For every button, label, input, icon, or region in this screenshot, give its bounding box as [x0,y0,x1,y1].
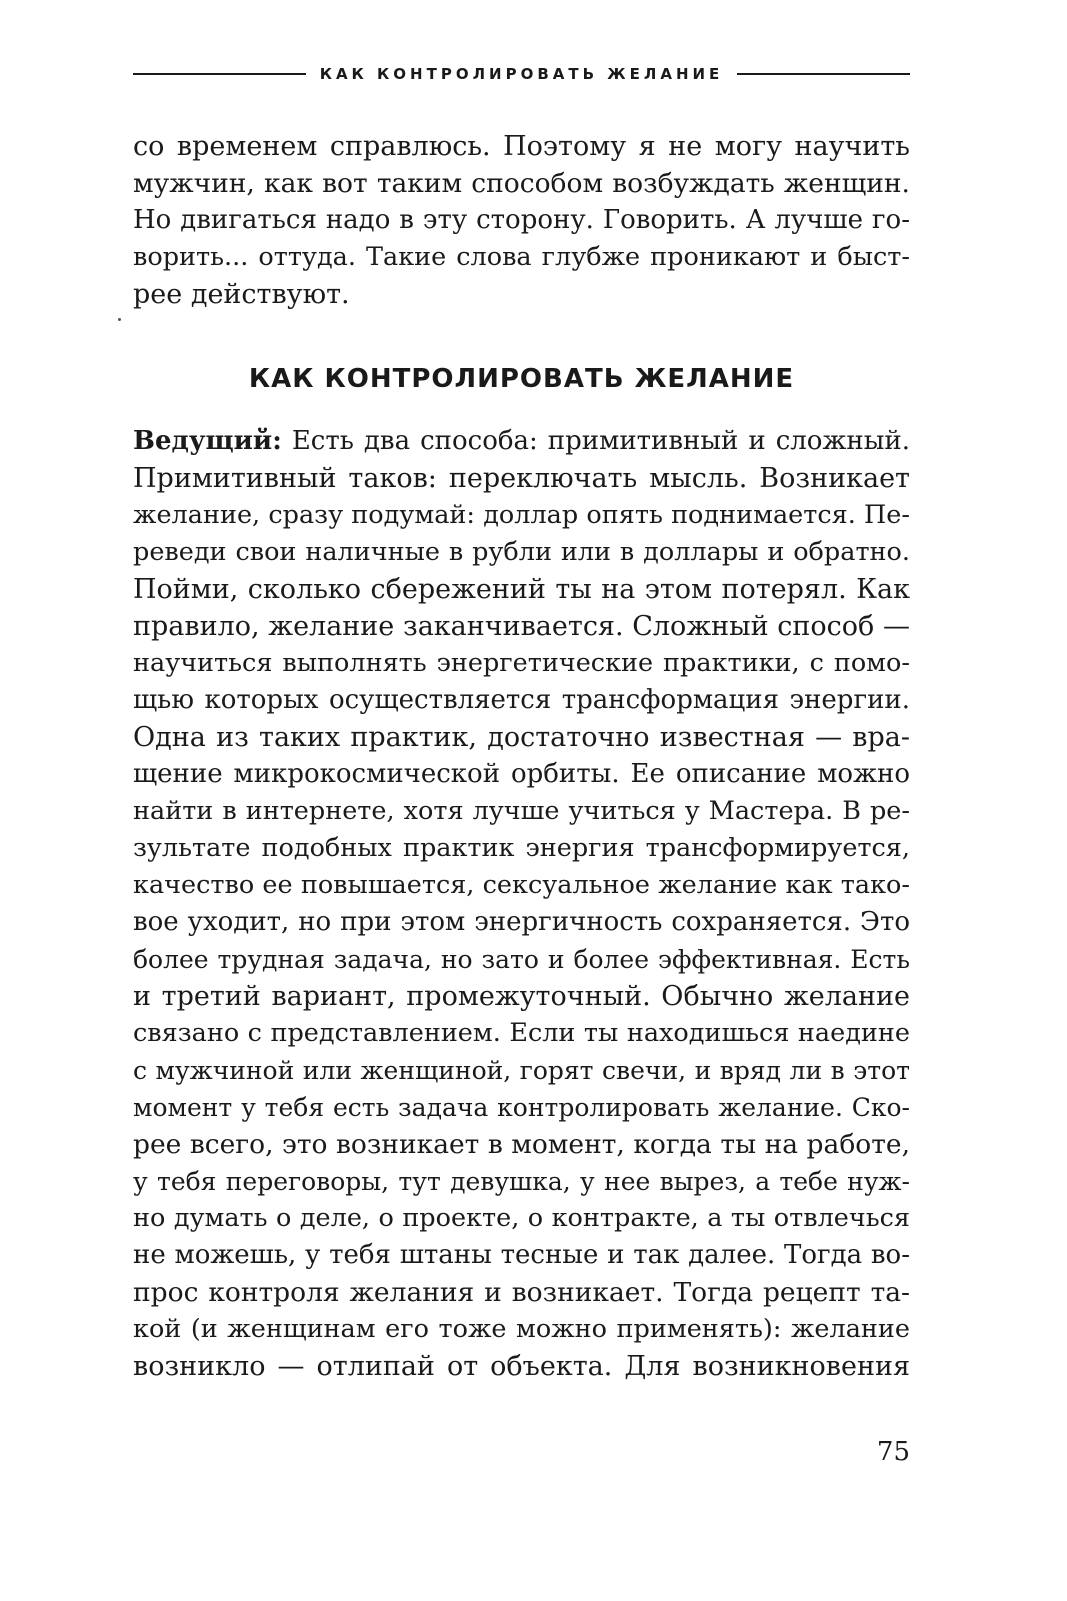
text-line: правило, желание заканчивается. Сложный способ — [133,611,910,642]
text-line: кой (и женщинам его тоже можно применять): желание [133,1314,910,1344]
body-paragraph [133,423,910,1385]
text-line: но думать о деле, о проекте, о контракте, а ты отвлечься [133,1203,910,1233]
text-line: качество ее повышается, сексуальное желание как тако- [133,870,910,900]
text-line: Но двигаться надо в эту сторону. Говорить. А лучше го- [133,205,910,235]
running-header-title: КАК КОНТРОЛИРОВАТЬ ЖЕЛАНИЕ [319,65,724,83]
text-line-first [133,423,910,460]
header-rule-left [133,73,306,75]
text-line: не можешь, у тебя штаны тесные и так далее. Тогда во- [133,1240,910,1270]
text-line: научиться выполнять энергетические практики, с помо- [133,648,910,678]
header-rule-right [737,73,910,75]
text-line: зультате подобных практик энергия трансформируется, [133,833,910,863]
text-line: реведи свои наличные в рубли или в доллары и обратно. [133,537,910,567]
text-line: возникло — отлипай от объекта. Для возникновения [133,1351,910,1382]
text-line: вое уходит, но при этом энергичность сохраняется. Это [133,907,910,937]
text-line: прос контроля желания и возникает. Тогда рецепт та- [133,1277,910,1308]
running-header [133,62,910,86]
text-line: рее всего, это возникает в момент, когда ты на работе, [133,1129,910,1160]
text-line: момент у тебя есть задача контролировать желание. Ско- [133,1093,910,1122]
text-line: со временем справлюсь. Поэтому я не могу научить [133,131,910,162]
page-number: 75 [876,1437,910,1467]
text-line: щью которых осуществляется трансформация энергии. [133,685,910,715]
text-line: Примитивный таков: переключать мысль. Возникает [133,463,910,494]
text-line: более трудная задача, но зато и более эффективная. Есть [133,945,910,974]
text-line: мужчин, как вот таким способом возбуждать женщин. [133,168,910,199]
text-line: желание, сразу подумай: доллар опять поднимается. Пе- [133,500,910,530]
intro-paragraph [133,128,910,313]
section-heading: КАК КОНТРОЛИРОВАТЬ ЖЕЛАНИЕ [248,364,795,394]
text-line: Пойми, сколько сбережений ты на этом потерял. Как [133,574,910,605]
text-line: у тебя переговоры, тут девушка, у нее вырез, а тебе нуж- [133,1167,910,1196]
print-speck [118,318,121,321]
text-line: с мужчиной или женщиной, горят свечи, и вряд ли в этот [133,1056,910,1085]
text-line: Одна из таких практик, достаточно известная — вра- [133,722,910,753]
text-line: ворить... оттуда. Такие слова глубже проникают и быст- [133,242,910,272]
first-line-text: Есть два способа: примитивный и сложный. [281,426,910,456]
text-line: найти в интернете, хотя лучше учиться у Мастера. В ре- [133,796,910,826]
text-line: щение микрокосмической орбиты. Ее описание можно [133,759,910,789]
speaker-label: Ведущий: [133,426,282,456]
text-line: и третий вариант, промежуточный. Обычно желание [133,981,910,1012]
text-line: рее действуют. [133,279,350,310]
text-line: связано с представлением. Если ты находишься наедине [133,1018,910,1048]
